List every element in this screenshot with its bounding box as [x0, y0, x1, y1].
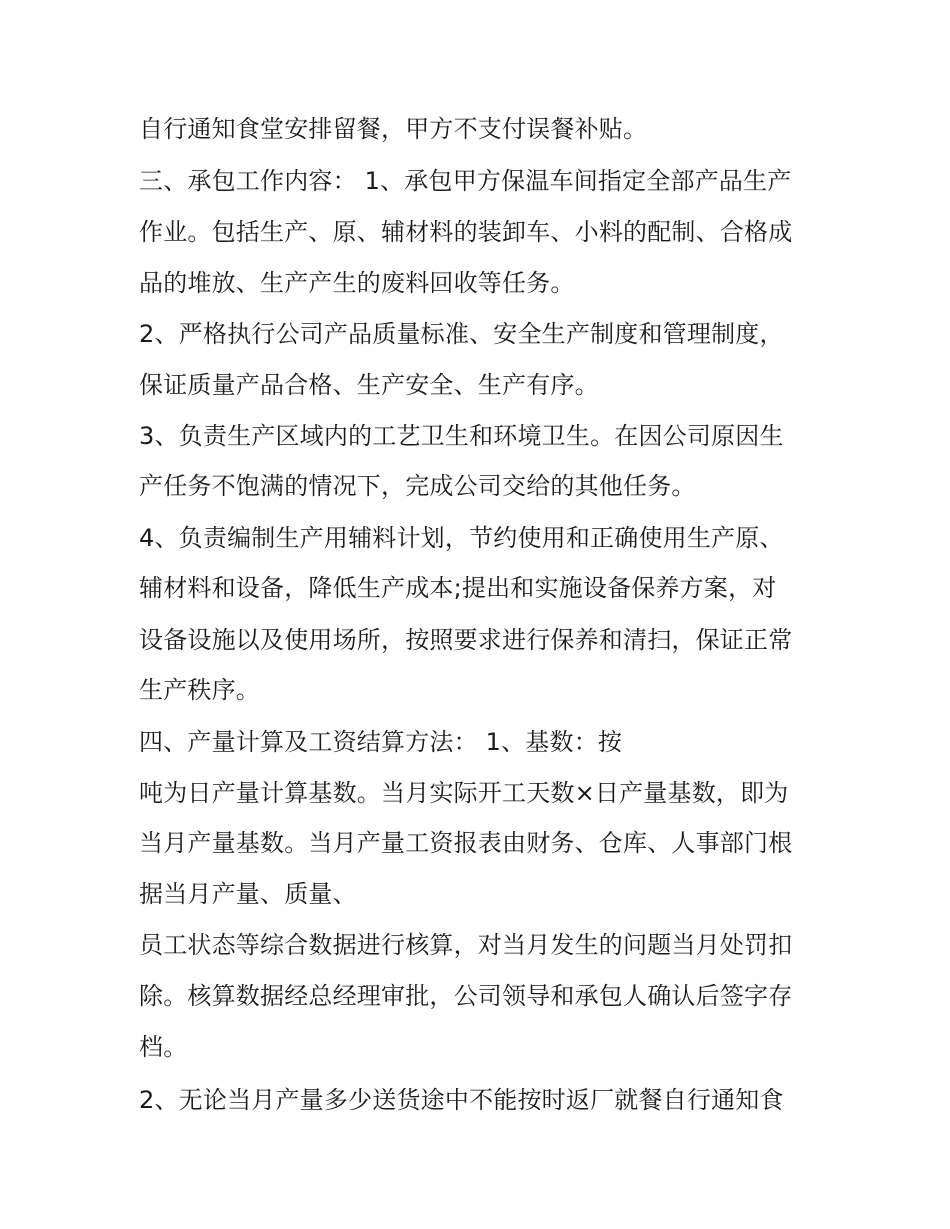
text-line-15: 当月产量基数。当月产量工资报表由财务、仓库、人事部门根 — [139, 829, 793, 857]
text-line-6: 保证质量产品合格、生产安全、生产有序。 — [139, 371, 599, 399]
text-line-2: 三、承包工作内容： 1、承包甲方保温车间指定全部产品生产 — [139, 167, 792, 195]
text-line-10: 辅材料和设备，降低生产成本;提出和实施设备保养方案，对 — [139, 574, 777, 602]
text-line-11: 设备设施以及使用场所，按照要求进行保养和清扫，保证正常 — [139, 626, 793, 654]
text-line-4: 品的堆放、生产产生的废料回收等任务。 — [139, 269, 575, 297]
text-line-7: 3、负责生产区域内的工艺卫生和环境卫生。在因公司原因生 — [139, 422, 784, 450]
text-line-18: 除。核算数据经总经理审批，公司领导和承包人确认后签字存 — [139, 982, 793, 1010]
text-line-5: 2、严格执行公司产品质量标准、安全生产制度和管理制度， — [139, 320, 784, 348]
text-line-13: 四、产量计算及工资结算方法： 1、基数：按 — [139, 728, 623, 756]
text-line-16: 据当月产量、质量、 — [139, 880, 357, 908]
text-line-1: 自行通知食堂安排留餐，甲方不支付误餐补贴。 — [139, 115, 648, 143]
text-line-17: 员工状态等综合数据进行核算，对当月发生的问题当月处罚扣 — [139, 931, 793, 959]
text-line-12: 生产秩序。 — [139, 676, 260, 704]
text-line-20: 2、无论当月产量多少送货途中不能按时返厂就餐自行通知食 — [139, 1086, 784, 1114]
text-line-3: 作业。包括生产、原、辅材料的装卸车、小料的配制、合格成 — [139, 218, 793, 246]
text-line-14: 吨为日产量计算基数。当月实际开工天数×日产量基数，即为 — [139, 779, 789, 807]
text-line-19: 档。 — [139, 1033, 188, 1061]
text-line-8: 产任务不饱满的情况下，完成公司交给的其他任务。 — [139, 472, 696, 500]
text-line-9: 4、负责编制生产用辅料计划，节约使用和正确使用生产原、 — [139, 524, 784, 552]
